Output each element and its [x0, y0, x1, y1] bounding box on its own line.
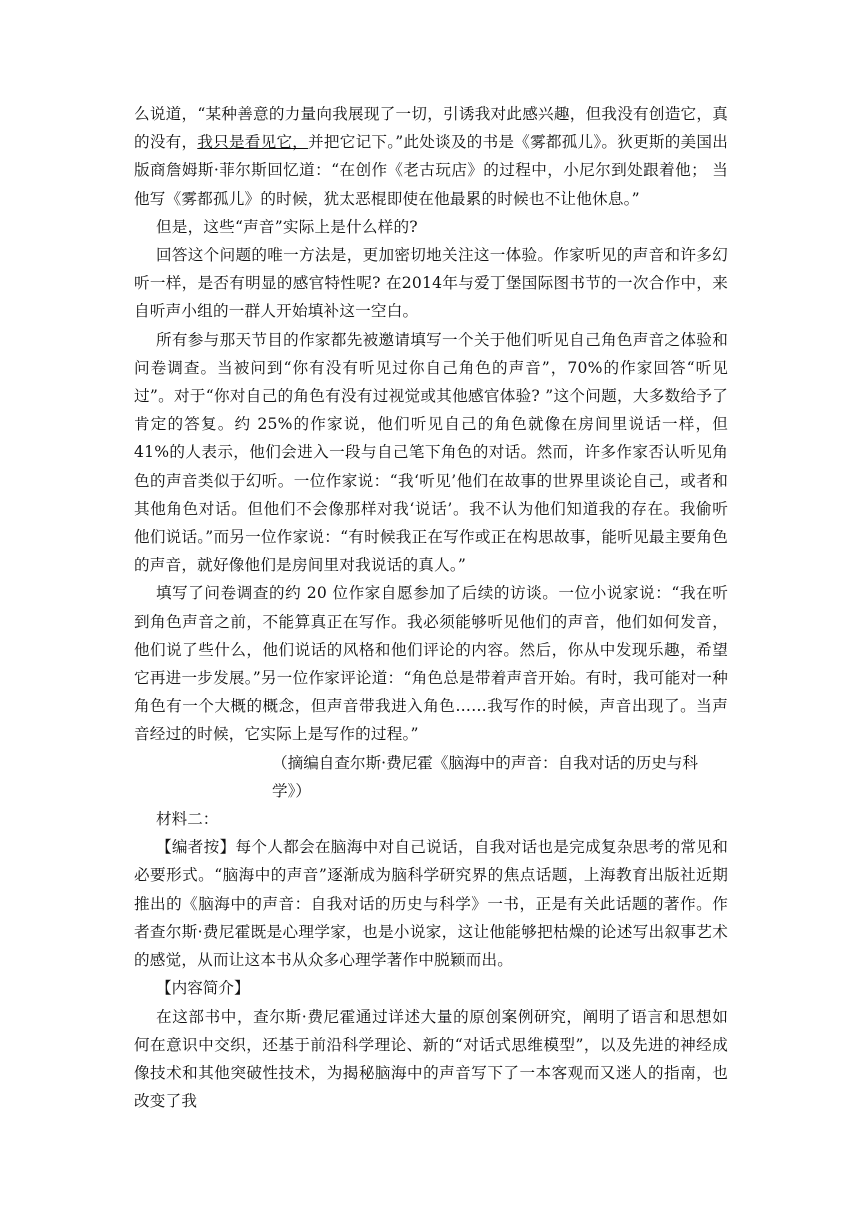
content-intro: 在这部书中，查尔斯·费尼霍通过详述大量的原创案例研究，阐明了语言和思想如何在意识中交织，还基于前沿科学理论、新的“对话式思维模型”，以及先进的神经成像技术和其他突破性技术，为揭秘脑海中的声音写下了一本客观而又迷人的指南，也改变了我 [134, 1007, 728, 1111]
paragraph-dickens-quote [134, 100, 728, 213]
source-citation: （摘编自查尔斯·费尼霍《脑海中的声音：自我对话的历史与科学》） [272, 753, 698, 800]
editor-note: 【编者按】每个人都会在脑海中对自己说话，自我对话也是完成复杂思考的常见和必要形式。“脑海中的声音”逐渐成为脑科学研究界的焦点话题，上海教育出版社近期推出的《脑海中的声音：自我对话的历史与科学》一书，正是有关此话题的著作。作者查尔斯·费尼霍既是心理学家，也是小说家，这让他能够把枯燥的论述写出叙事艺术的感觉，从而让这本书从众多心理学著作中脱颖而出。 [134, 838, 728, 970]
paragraph-text: 么说道，“某种善意的力量向我展现了一切，引诱我对此感兴趣，但我没有创造它，真的没有， [134, 105, 728, 152]
paragraph-survey: 所有参与那天节目的作家都先被邀请填写一个关于他们听见自己角色声音之体验和问卷调查。当被问到“你有没有听见过你自己角色的声音”，70%的作家回答“听见过”。对于“你对自己的角色有没有过视觉或其他感官体验? ”这个问题，大多数给予了肯定的答复。约 25%的作家说，他们听见自己的角色就像在房间里说话一样，但 41%的人表示，他们会进入一段与自己笔下角色的对话。然而，许多作家否认听见角色的声音类似于幻听。一位作家说：“我‘听见’他们在故事的世界里谈论自己，或者和其他角色对话。但他们不会像那样对我‘说话’。我不认为他们知道我的存在。我偷听他们说话。”而另一位作家说：“有时候我正在写作或正在构思故事，能听见最主要角色的声音，就好像他们是房间里对我说话的真人。” [134, 330, 728, 575]
paragraph-question: 但是，这些“声音”实际上是什么样的? [156, 217, 418, 236]
paragraph-answer: 回答这个问题的唯一方法是，更加密切地关注这一体验。作家听见的声音和许多幻听一样，是否有明显的感官特性呢? 在2014年与爱丁堡国际图书节的一次合作中，来自听声小组的一群人开始填补这一空白。 [134, 246, 728, 321]
paragraph-interviews: 填写了问卷调查的约 20 位作家自愿参加了后续的访谈。一位小说家说：“我在听到角色声音之前，不能算真正在写作。我必须能够听见他们的声音，他们如何发音，他们说了些什么，他们说话的风格和他们评论的内容。然后，你从中发现乐趣，希望它再进一步发展。”另一位作家评论道：“角色总是带着声音开始。有时，我可能对一种角色有一个大概的概念，但声音带我进入角色……我写作的时候，声音出现了。当声音经过的时候，它实际上是写作的过程。” [134, 584, 728, 744]
paragraph-text: 并把它记下。”此处谈及的书是《雾都孤儿》。狄更斯的美国出版商詹姆斯·菲尔斯回忆道：“在创作《老古玩店》的过程中，小尼尔到处跟着他； 当他写《雾都孤儿》的时候，犹太恶棍即使在他最累的时候也不让他休息。” [134, 133, 728, 208]
material-two-label: 材料二： [156, 810, 219, 829]
underlined-phrase: 我只是看见它， [197, 133, 309, 152]
document-body [134, 100, 728, 1115]
content-intro-label: 【内容简介】 [156, 979, 250, 998]
